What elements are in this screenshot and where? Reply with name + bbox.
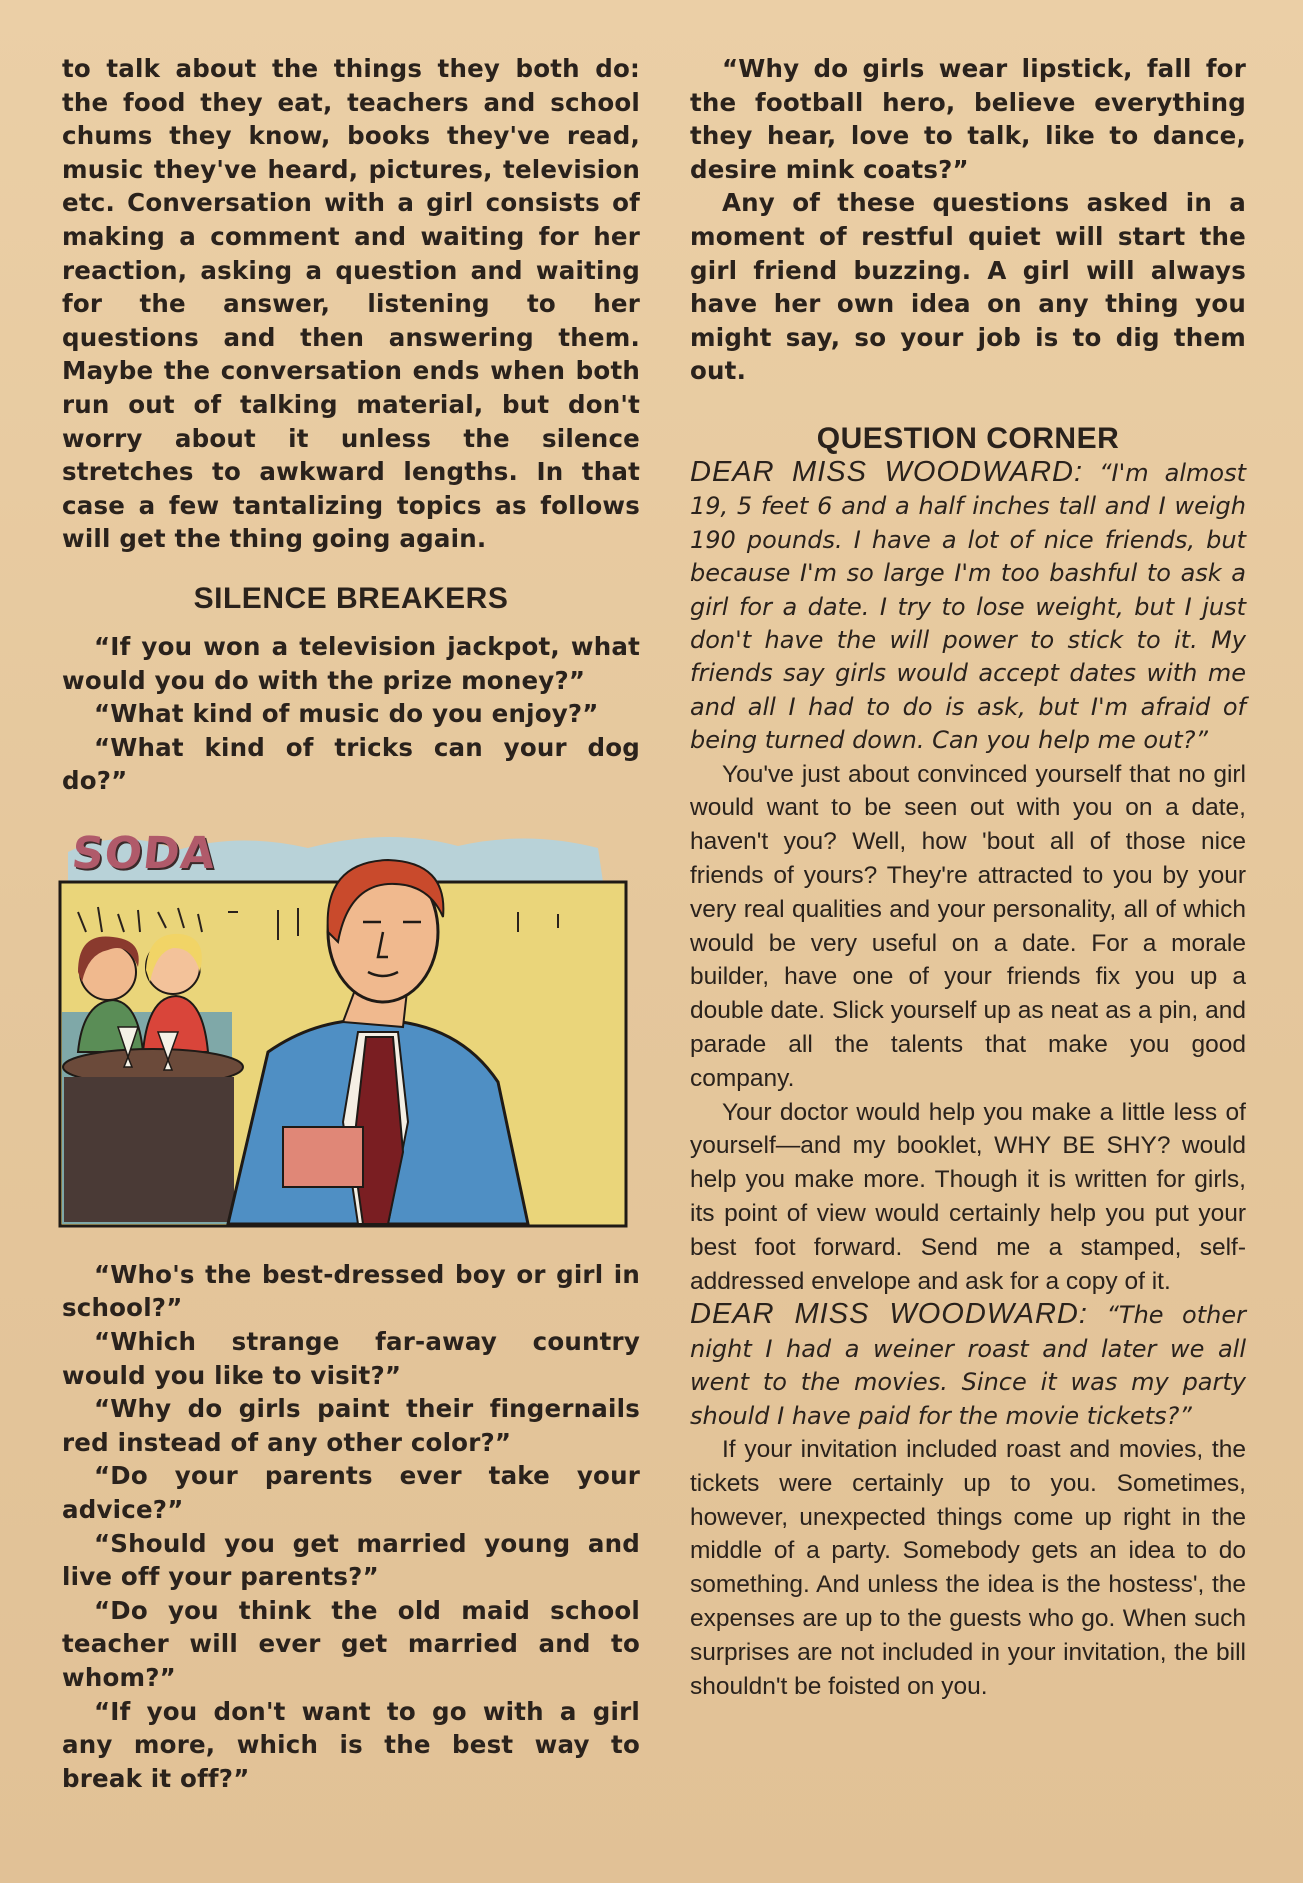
question-item: “What kind of tricks can your dog do?” xyxy=(62,732,640,796)
illustration-drawing xyxy=(58,822,628,1232)
question-item: “Which strange far-away country would you like to visit?” xyxy=(62,1327,640,1390)
silence-breakers-heading: SILENCE BREAKERS xyxy=(193,581,509,615)
letter-body: “The other night I had a weiner roast and later we all went to the movies. Since it was my party should I have paid for the movie tickets?” xyxy=(690,1301,1246,1430)
closing-paragraph: Any of these questions asked in a moment of restful quiet will start the girl friend buzzing. A girl will always have her own idea on any thing you might say, so your job is to dig them out. xyxy=(690,188,1246,386)
table-base xyxy=(64,1077,234,1222)
question-item: “Why do girls wear lipstick, fall for the football hero, believe everything they hear, love to talk, like to dance, desire mink coats?” xyxy=(690,54,1246,184)
question-item: “Who's the best-dressed boy or girl in school?” xyxy=(62,1259,640,1323)
reader-letter xyxy=(690,456,1246,758)
right-column xyxy=(690,52,1246,1703)
question-item: “Why do girls paint their fingernails red instead of any other color?” xyxy=(62,1394,640,1457)
boy-hand xyxy=(283,1127,363,1187)
answer-paragraph: Your doctor would help you make a little less of yourself—and my booklet, WHY BE SHY? would help you make more. Though it is written for girls, its point of view would certainly help you put your best foot forward. Send me a stamped, self-addressed envelope and ask for a copy of it. xyxy=(690,1098,1246,1295)
letter-salutation: DEAR MISS WOODWARD: xyxy=(690,455,1084,488)
letter-body: “I'm almost 19, 5 feet 6 and a half inches tall and I weigh 190 pounds. I have a lot of nice friends, but because I'm so large I'm too bashful to ask a girl for a date. I try to lose weight, but I just don't have the will power to stick to it. My friends say girls would accept dates with me and all I had to do is ask, but I'm afraid of being turned down. Can you help me out?” xyxy=(690,458,1246,755)
soda-shop-illustration xyxy=(58,822,628,1232)
letter-salutation: DEAR MISS WOODWARD: xyxy=(690,1298,1088,1331)
question-item: “Do you think the old maid school teacher will ever get married and to whom?” xyxy=(62,1595,640,1692)
left-column xyxy=(62,52,640,1795)
answer-paragraph: You've just about convinced yourself that no girl would want to be seen out with you on a date, haven't you? Well, how 'bout all of those nice friends of yours? They're attracted to you by your very real qualities and your personality, all of which would be very useful on a date. For a morale builder, have one of your friends fix you up a double date. Slick yourself up as neat as a pin, and parade all the talents that make you good company. xyxy=(690,760,1246,1092)
soda-sign: SODA xyxy=(69,827,219,879)
question-item: “If you don't want to go with a girl any more, which is the best way to break it off?” xyxy=(62,1696,640,1793)
intro-paragraph: to talk about the things they both do: the food they eat, teachers and school chums they know, books they've read, music they've heard, pictures, television etc. Conversation with a girl consists of making a comment and waiting for her reaction, asking a question and waiting for the answer, listening to her questions and then answering them. Maybe the conversation ends when both run out of talking material, but don't worry about it unless the silence stretches to awkward lengths. In that case a few tantalizing topics as follows will get the thing going again. xyxy=(62,54,640,554)
question-item: “Do your parents ever take your advice?” xyxy=(62,1461,640,1525)
reader-letter xyxy=(690,1298,1246,1433)
question-item: “If you won a television jackpot, what would you do with the prize money?” xyxy=(62,631,640,695)
answer-paragraph: If your invitation included roast and movies, the tickets were certainly up to you. Sometimes, however, unexpected things come up right in the middle of a party. Somebody gets an idea to do something. And unless the idea is the hostess', the expenses are up to the guests who go. When such surprises are not included in your invitation, the bill shouldn't be foisted on you. xyxy=(690,1435,1246,1700)
question-corner-heading: QUESTION CORNER xyxy=(816,421,1120,455)
question-item: “Should you get married young and live off your parents?” xyxy=(62,1528,640,1592)
question-item: “What kind of music do you enjoy?” xyxy=(94,699,599,729)
